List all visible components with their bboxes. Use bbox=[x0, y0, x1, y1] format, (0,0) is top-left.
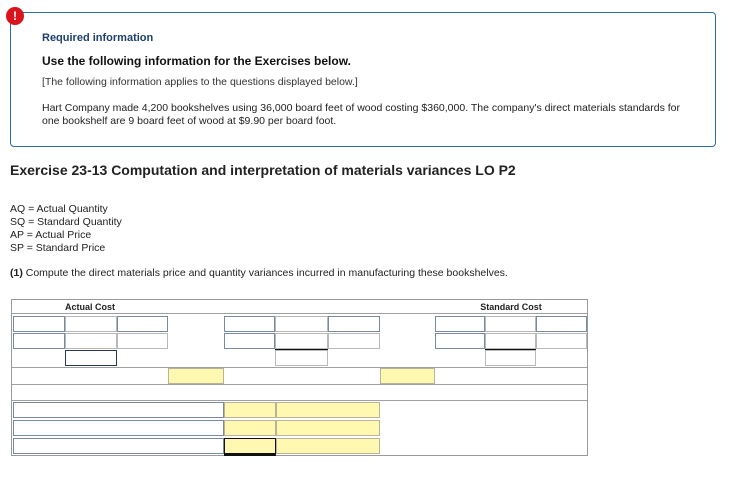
actual-cost-total-input[interactable] bbox=[65, 350, 117, 366]
abbreviation-list bbox=[10, 203, 122, 255]
middle-quantity-input[interactable] bbox=[224, 333, 275, 349]
question-1 bbox=[10, 267, 508, 279]
total-variance-label-select[interactable] bbox=[13, 438, 224, 454]
actual-quantity-input[interactable] bbox=[13, 333, 65, 349]
question-number: (1) bbox=[10, 267, 23, 279]
standard-price-select[interactable] bbox=[536, 316, 587, 332]
total-variance-underline bbox=[224, 454, 276, 456]
abbreviation-item: SP = Standard Price bbox=[10, 242, 106, 254]
exercise-title: Exercise 23-13 Computation and interpretation of materials variances LO P2 bbox=[10, 162, 516, 178]
actual-quantity-select[interactable] bbox=[13, 316, 65, 332]
standard-quantity-select[interactable] bbox=[435, 316, 485, 332]
quantity-variance-label-select[interactable] bbox=[13, 420, 224, 436]
quantity-variance-type-select[interactable] bbox=[276, 420, 380, 436]
instructions-heading: Use the following information for the Exercises below. bbox=[42, 54, 351, 68]
required-information-label: Required information bbox=[42, 32, 154, 44]
middle-quantity-select[interactable] bbox=[224, 316, 275, 332]
abbreviation-item: SQ = Standard Quantity bbox=[10, 216, 122, 228]
abbreviation-item: AP = Actual Price bbox=[10, 229, 92, 241]
price-variance-type-select[interactable] bbox=[276, 402, 380, 418]
price-variance-input[interactable] bbox=[168, 368, 224, 384]
standard-cost-header: Standard Cost bbox=[480, 302, 542, 312]
middle-price-input[interactable] bbox=[328, 333, 380, 349]
standard-cost-total-input[interactable] bbox=[485, 350, 536, 366]
standard-price-input[interactable] bbox=[536, 333, 587, 349]
summary-divider bbox=[12, 400, 587, 401]
middle-operand-input[interactable] bbox=[275, 316, 328, 332]
applies-note: [The following information applies to the questions displayed below.] bbox=[42, 76, 358, 88]
scenario-text: Hart Company made 4,200 bookshelves using 36,000 board feet of wood costing $360,000. The company's direct materials standards for one bookshelf are 9 board feet of wood at $9.90 per board foot. bbox=[42, 102, 681, 127]
price-variance-label-select[interactable] bbox=[13, 402, 224, 418]
middle-total-input[interactable] bbox=[275, 350, 328, 366]
header-divider bbox=[12, 313, 587, 314]
variance-row-divider bbox=[12, 367, 587, 368]
middle-price-select[interactable] bbox=[328, 316, 380, 332]
actual-cost-operand-input[interactable] bbox=[65, 316, 117, 332]
middle-operator-input[interactable] bbox=[275, 333, 328, 349]
actual-cost-operator-input[interactable] bbox=[65, 333, 117, 349]
total-variance-type-select[interactable] bbox=[276, 438, 380, 454]
variance-row-bottom bbox=[12, 384, 587, 385]
question-text: Compute the direct materials price and quantity variances incurred in manufacturing these bookshelves. bbox=[22, 267, 508, 279]
actual-price-select[interactable] bbox=[117, 316, 168, 332]
actual-price-input[interactable] bbox=[117, 333, 168, 349]
standard-operand-input[interactable] bbox=[485, 316, 536, 332]
total-variance-amount-input[interactable] bbox=[224, 438, 276, 454]
alert-icon: ! bbox=[6, 7, 24, 25]
quantity-variance-input[interactable] bbox=[380, 368, 435, 384]
quantity-variance-amount-input[interactable] bbox=[224, 420, 276, 436]
actual-cost-header: Actual Cost bbox=[64, 302, 115, 312]
standard-operator-input[interactable] bbox=[485, 333, 536, 349]
abbreviation-item: AQ = Actual Quantity bbox=[10, 203, 108, 215]
standard-quantity-input[interactable] bbox=[435, 333, 485, 349]
price-variance-amount-input[interactable] bbox=[224, 402, 276, 418]
